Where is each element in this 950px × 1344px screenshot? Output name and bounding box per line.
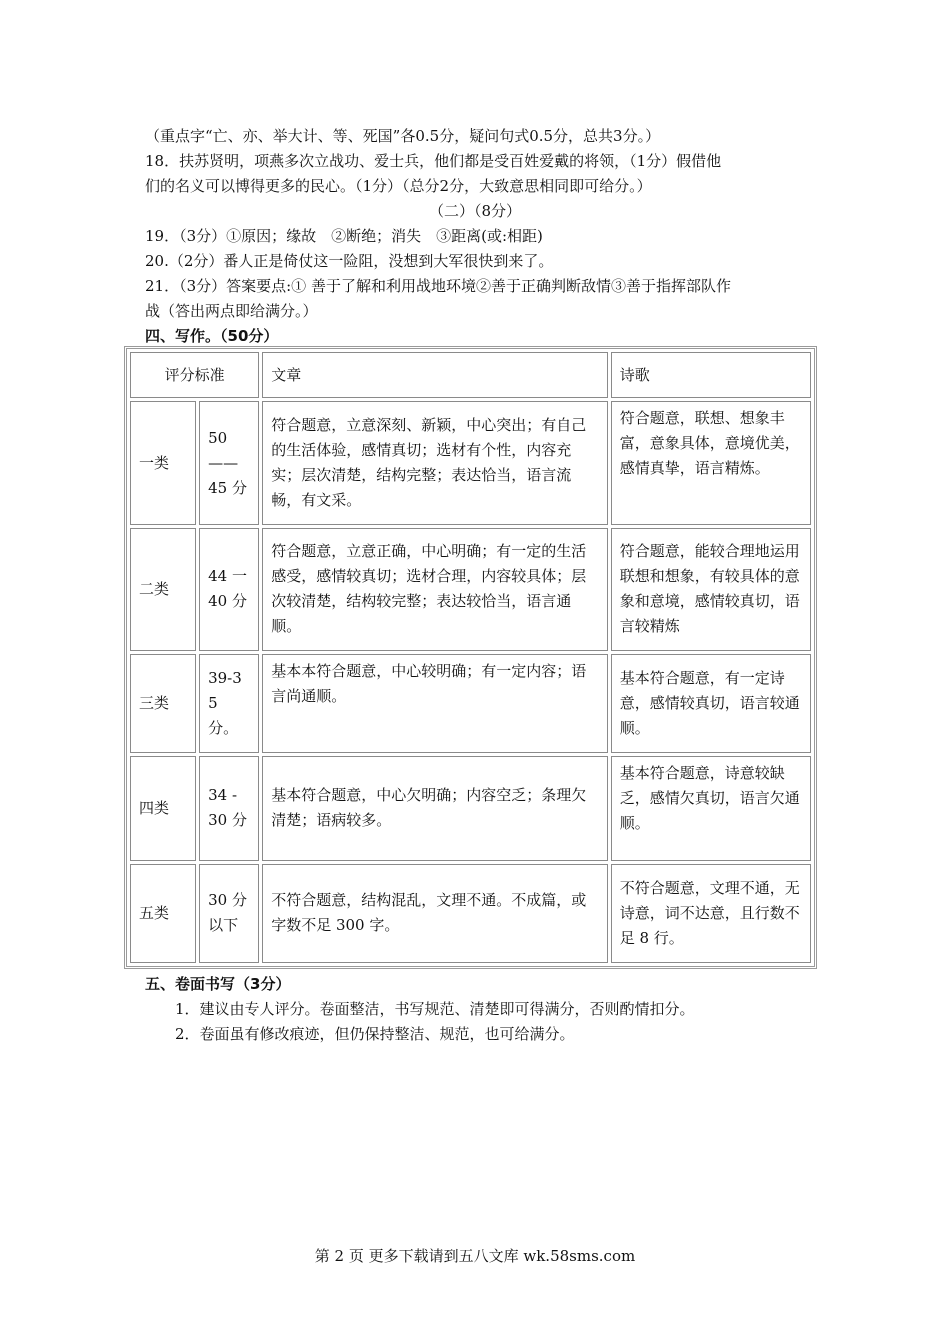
score-cell: 34 - 30 分 bbox=[199, 756, 259, 861]
poem-criteria-cell: 符合题意，联想、想象丰富，意象具体，意境优美，感情真挚，语言精炼。 bbox=[611, 401, 811, 524]
essay-criteria-cell: 基本本符合题意，中心较明确；有一定内容；语言尚通顺。 bbox=[262, 654, 608, 753]
score-cell: 44 一 40 分 bbox=[199, 528, 259, 651]
essay-criteria-cell: 基本符合题意，中心欠明确；内容空乏；条理欠清楚；语病较多。 bbox=[262, 756, 608, 861]
score-cell: 39-35 分。 bbox=[199, 654, 259, 753]
answer-line-19: 19．（3分）①原因；缘故 ②断绝；消失 ③距离(或:相距) bbox=[145, 227, 543, 245]
level-cell: 四类 bbox=[130, 756, 196, 861]
poem-criteria-cell: 符合题意，能较合理地运用联想和想象，有较具体的意象和意境，感情较真切，语言较精炼 bbox=[611, 528, 811, 651]
subsection-heading: （二）（8分） bbox=[428, 202, 522, 220]
table-row bbox=[130, 864, 811, 963]
answer-line-1: （重点字“亡、亦、举大计、等、死国”各0.5分，疑问句式0.5分，总共3分。） bbox=[145, 127, 661, 145]
section-4-title: 四、写作。（50分） bbox=[145, 327, 279, 345]
page-footer: 第 2 页 更多下载请到五八文库 wk.58sms.com bbox=[314, 1247, 636, 1265]
answer-line-21-part1: 21．（3分）答案要点:① 善于了解和利用战地环境②善于正确判断敌情③善于指挥部队作 bbox=[145, 277, 731, 295]
poem-criteria-cell: 基本符合题意，有一定诗意，感情较真切，语言较通顺。 bbox=[611, 654, 811, 753]
answer-line-18-part1: 18．扶苏贤明，项燕多次立战功、爱士兵，他们都是受百姓爱戴的将领，（1分）假借他 bbox=[145, 152, 722, 170]
table-row bbox=[130, 401, 811, 524]
grading-table bbox=[124, 346, 817, 969]
essay-criteria-cell: 不符合题意，结构混乱，文理不通。不成篇，或字数不足 300 字。 bbox=[262, 864, 608, 963]
table-header-row bbox=[130, 352, 811, 398]
level-cell: 三类 bbox=[130, 654, 196, 753]
section-5-item-2: 2．卷面虽有修改痕迹，但仍保持整洁、规范，也可给满分。 bbox=[175, 1025, 575, 1043]
header-criteria: 评分标准 bbox=[130, 352, 259, 398]
answer-line-20: 20.（2分）番人正是倚仗这一险阻，没想到大军很快到来了。 bbox=[145, 252, 554, 270]
poem-criteria-cell: 基本符合题意，诗意较缺乏，感情欠真切，语言欠通顺。 bbox=[611, 756, 811, 861]
answer-line-18-part2: 们的名义可以博得更多的民心。（1分）（总分2分，大致意思相同即可给分。） bbox=[145, 177, 652, 195]
level-cell: 五类 bbox=[130, 864, 196, 963]
section-5-title: 五、卷面书写（3分） bbox=[145, 975, 291, 993]
level-cell: 一类 bbox=[130, 401, 196, 524]
table-row bbox=[130, 756, 811, 861]
essay-criteria-cell: 符合题意，立意正确，中心明确；有一定的生活感受，感情较真切；选材合理，内容较具体；层次较清楚，结构较完整；表达较恰当，语言通顺。 bbox=[262, 528, 608, 651]
score-cell: 50 —— 45 分 bbox=[199, 401, 259, 524]
level-cell: 二类 bbox=[130, 528, 196, 651]
poem-criteria-cell: 不符合题意，文理不通，无诗意，词不达意，且行数不足 8 行。 bbox=[611, 864, 811, 963]
table-row bbox=[130, 654, 811, 753]
answer-line-21-part2: 战（答出两点即给满分。） bbox=[145, 302, 318, 320]
header-poem: 诗歌 bbox=[611, 352, 811, 398]
table-row bbox=[130, 528, 811, 651]
header-essay: 文章 bbox=[262, 352, 608, 398]
essay-criteria-cell: 符合题意，立意深刻、新颖，中心突出；有自己的生活体验，感情真切；选材有个性，内容充实；层次清楚，结构完整；表达恰当，语言流畅，有文采。 bbox=[262, 401, 608, 524]
score-cell: 30 分 以下 bbox=[199, 864, 259, 963]
section-5-item-1: 1．建议由专人评分。卷面整洁，书写规范、清楚即可得满分，否则酌情扣分。 bbox=[175, 1000, 695, 1018]
